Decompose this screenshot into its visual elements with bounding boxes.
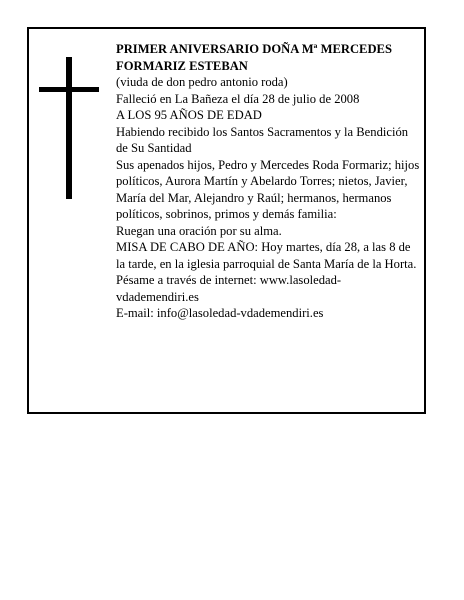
cross-icon [39, 57, 99, 199]
email-line: E-mail: info@lasoledad-vdademendiri.es [116, 306, 324, 320]
notice-text [116, 41, 422, 322]
mass-paragraph: MISA DE CABO DE AÑO: Hoy martes, día 28, a las 8 de la tarde, en la iglesia parroquial de Santa María de la Horta. [116, 240, 417, 271]
sacraments-line: Habiendo recibido los Santos Sacramentos y la Bendición de Su Santidad [116, 124, 409, 155]
cross-horizontal-bar [39, 87, 99, 92]
notice-title: PRIMER ANIVERSARIO DOÑA Mª MERCEDES FORMARIZ ESTEBAN [116, 42, 392, 73]
age-line: A LOS 95 AÑOS DE EDAD [116, 108, 262, 122]
family-paragraph: Sus apenados hijos, Pedro y Mercedes Roda Formariz; hijos políticos, Aurora Martín y Abelardo Torres; nietos, Javier, María del Mar, Alejandro y Raúl; hermanos, hermanos políticos, sobrinos, primos y demás familia: [116, 157, 420, 221]
cross-vertical-bar [66, 57, 72, 199]
prayer-line: Ruegan una oración por su alma. [116, 223, 282, 238]
widow-line: (viuda de don pedro antonio roda) [116, 75, 288, 89]
obituary-notice [27, 27, 426, 414]
condolence-line: Pésame a través de internet: www.lasoledad-vdademendiri.es [116, 273, 342, 304]
death-line: Falleció en La Bañeza el día 28 de julio de 2008 [116, 91, 360, 106]
